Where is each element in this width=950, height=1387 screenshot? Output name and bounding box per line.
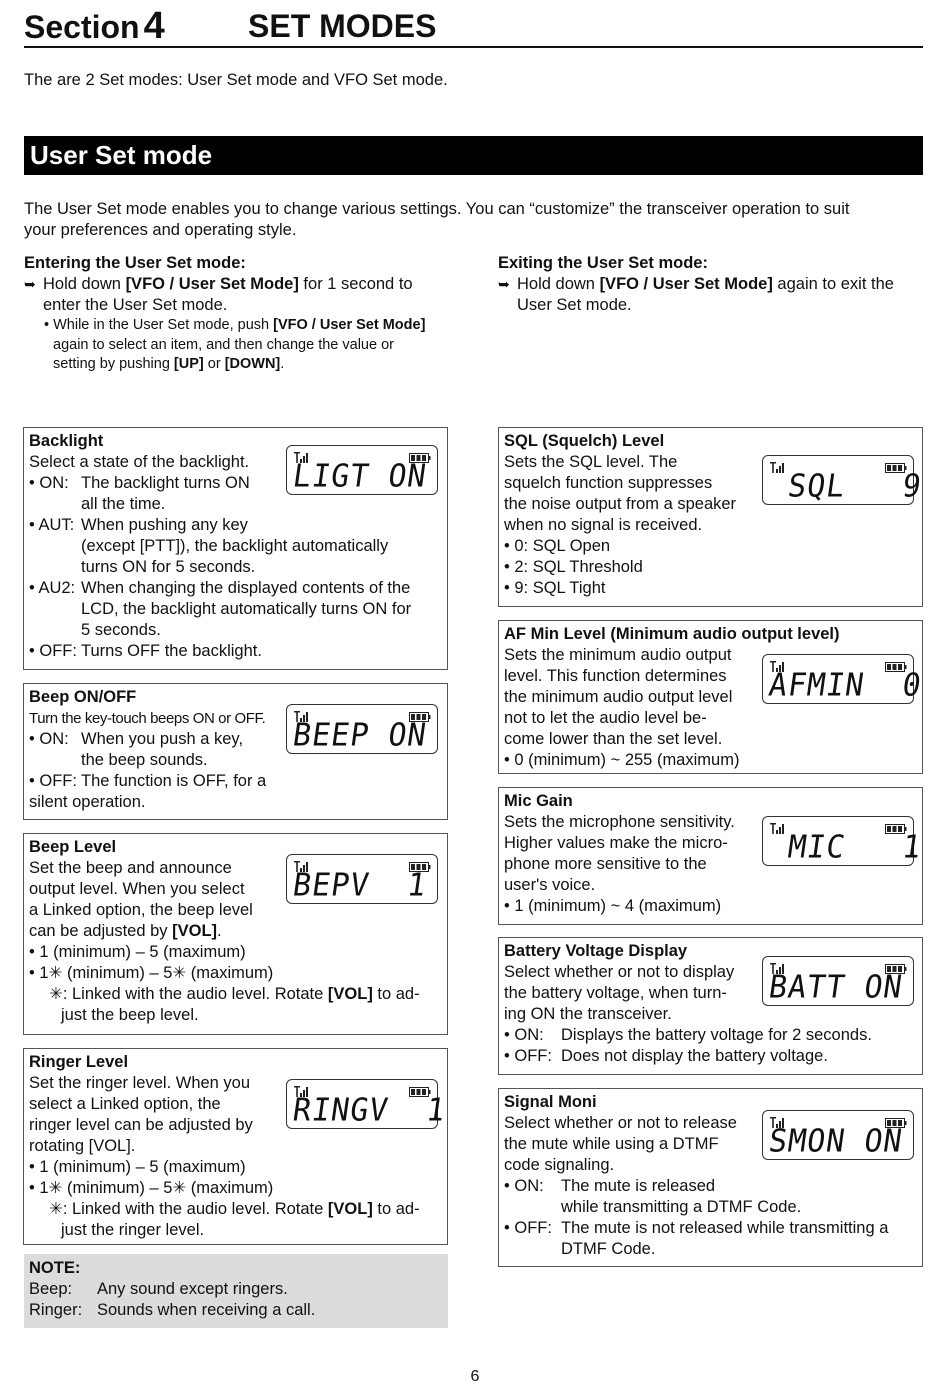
lcd-display xyxy=(762,956,914,1006)
lcd-display xyxy=(286,445,438,495)
section-label: Section 4 xyxy=(24,5,165,47)
user-set-description: The User Set mode enables you to change various settings. You can “customize” the transceiver operation to suit your preferences and operating style. xyxy=(24,200,850,239)
intro-text: The are 2 Set modes: User Set mode and VFO Set mode. xyxy=(24,71,448,89)
user-set-mode-heading: User Set mode xyxy=(24,136,923,175)
signal-moni-box: Signal Moni Select whether or not to release the mute while using a DTMF code signaling. • ON: The mute is released while transmitting a DTMF Code. • OFF: The mute is not released while transmitting a DTMF Code. SMON ON xyxy=(498,1088,923,1267)
lcd-display xyxy=(286,854,438,904)
ringer-level-box: Ringer Level Set the ringer level. When you select a Linked option, the ringer level can be adjusted by rotating [VOL]. • 1 (minimum) – 5 (maximum) • 1✳ (minimum) – 5✳ (maximum) ✳: Linked with the audio level. Rotate [VOL] to ad- just the ringer level. RINGV 1 xyxy=(23,1048,448,1245)
exiting-heading: Exiting the User Set mode: xyxy=(498,254,708,272)
lcd-display xyxy=(762,455,925,505)
lcd-text: SMON ON xyxy=(766,1123,906,1160)
lcd-text: SQL 9 xyxy=(766,468,925,505)
lcd-display xyxy=(762,654,925,704)
lcd-display xyxy=(762,1110,914,1160)
lcd-display xyxy=(286,704,438,754)
lcd-text: LIGT ON xyxy=(290,458,430,495)
entering-instructions: Entering the User Set mode: ➥ Hold down [VFO / User Set Mode] for 1 second to enter the User Set mode. • While in the User Set mode, push [VFO / User Set Mode] again to select an item, and then change the value or setting by pushing [UP] or [DOWN]. xyxy=(24,253,464,375)
sql-level-box: SQL (Squelch) Level Sets the SQL level. The squelch function suppresses the noise output from a speaker when no signal is received. • 0: SQL Open • 2: SQL Threshold • 9: SQL Tight SQL 9 xyxy=(498,427,923,607)
exiting-instructions: Exiting the User Set mode: ➥ Hold down [VFO / User Set Mode] again to exit the User Set mode. xyxy=(498,253,928,316)
note-box: NOTE: Beep: Any sound except ringers. Ringer: Sounds when receiving a call. xyxy=(24,1254,448,1328)
af-min-level-box: AF Min Level (Minimum audio output level) Sets the minimum audio output level. This function determines the minimum audio output level not to let the audio level be- come lower than the set level. • 0 (minimum) ~ 255 (maximum) AFMIN 0 xyxy=(498,620,923,774)
lcd-text: MIC 1 xyxy=(766,829,925,866)
beep-level-box: Beep Level Set the beep and announce output level. When you select a Linked option, the beep level can be adjusted by [VOL]. • 1 (minimum) – 5 (maximum) • 1✳ (minimum) – 5✳ (maximum) ✳: Linked with the audio level. Rotate [VOL] to ad- just the beep level. BEPV 1 xyxy=(23,833,448,1035)
beep-onoff-box: Beep ON/OFF Turn the key-touch beeps ON or OFF. • ON: When you push a key, the beep sounds. • OFF: The function is OFF, for a silent operation. BEEP ON xyxy=(23,683,448,820)
mic-gain-box: Mic Gain Sets the microphone sensitivity. Higher values make the micro- phone more sensitive to the user's voice. • 1 (minimum) ~ 4 (maximum) MIC 1 xyxy=(498,787,923,925)
arrow-icon: ➥ xyxy=(24,276,36,292)
lcd-display xyxy=(286,1079,449,1129)
section-header xyxy=(24,4,923,48)
battery-voltage-box: Battery Voltage Display Select whether or not to display the battery voltage, when turn- ing ON the transceiver. • ON: Displays the battery voltage for 2 seconds. • OFF: Does not display the battery voltage. BATT ON xyxy=(498,937,923,1075)
lcd-text: BATT ON xyxy=(766,969,906,1006)
lcd-text: BEPV 1 xyxy=(290,867,430,904)
section-title: SET MODES xyxy=(248,8,437,44)
lcd-display xyxy=(762,816,925,866)
lcd-text: AFMIN 0 xyxy=(766,667,925,704)
lcd-text: BEEP ON xyxy=(290,717,430,754)
backlight-box: Backlight Select a state of the backlight. • ON: The backlight turns ON all the time. • AUT: When pushing any key (except [PTT]), the backlight automatically turns ON for 5 seconds. • AU2: When changing the displayed contents of the LCD, the backlight automatically turns ON for 5 seconds. • OFF: Turns OFF the backlight. LIGT ON xyxy=(23,427,448,670)
entering-heading: Entering the User Set mode: xyxy=(24,254,246,272)
lcd-text: RINGV 1 xyxy=(290,1092,449,1129)
arrow-icon: ➥ xyxy=(498,276,510,292)
page-number: 6 xyxy=(470,1368,480,1385)
